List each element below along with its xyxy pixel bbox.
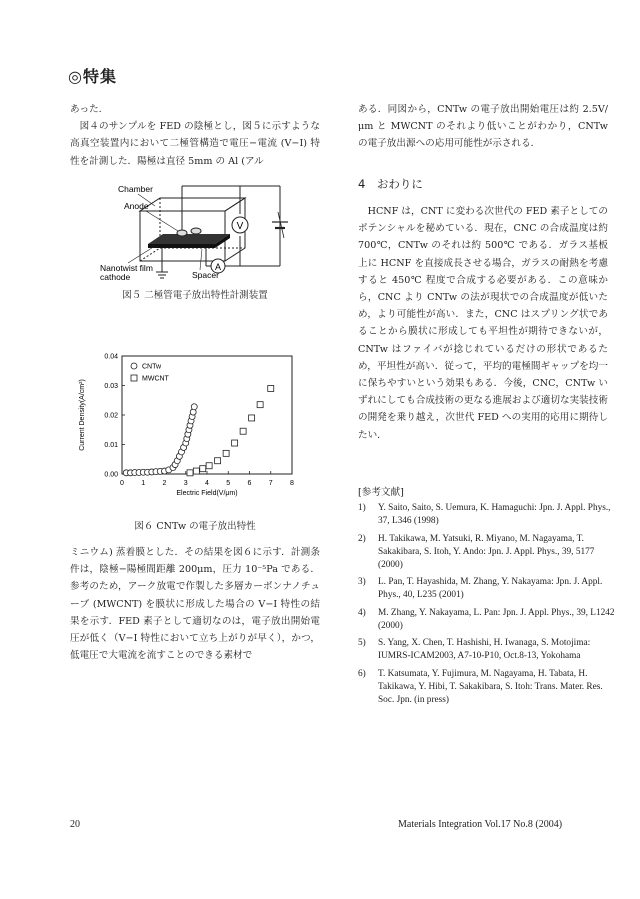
data-point-mwcnt xyxy=(249,415,255,421)
ammeter-label: A xyxy=(214,262,222,272)
x-tick-label: 1 xyxy=(141,480,146,487)
figure-5-apparatus xyxy=(100,176,300,281)
right-column-body xyxy=(358,203,608,444)
x-tick-label: 4 xyxy=(205,480,209,487)
reference-item xyxy=(358,668,618,707)
x-tick-label: 7 xyxy=(268,480,273,487)
label-cathode-line2: cathode xyxy=(100,272,131,281)
y-tick-label: 0.02 xyxy=(104,412,118,420)
data-point-mwcnt xyxy=(200,466,206,472)
reference-item xyxy=(358,607,618,633)
y-tick-label: 0.03 xyxy=(104,383,118,390)
legend-marker-cntw xyxy=(131,363,137,369)
page-number: 20 xyxy=(70,819,80,830)
x-tick-label: 6 xyxy=(247,480,252,487)
reference-item xyxy=(358,502,618,528)
reference-number: 6) xyxy=(358,668,366,679)
section-label: ◎特集 xyxy=(68,67,117,86)
x-axis-label: Electric Field(V/μm) xyxy=(176,490,238,497)
label-chamber: Chamber xyxy=(118,184,153,194)
x-tick-label: 2 xyxy=(162,480,167,487)
reference-text: H. Takikawa, M. Yatsuki, R. Miyano, M. Nagayama, T. Sakakibara, S. Itoh, Y. Ando: Jpn. J. Appl. Phys., 39, 5177 (2000) xyxy=(378,533,595,570)
ground-icon xyxy=(156,266,168,278)
reference-text: M. Zhang, Y. Nakayama, L. Pan: Jpn. J. Appl. Phys., 39, L1242 (2000) xyxy=(378,607,615,631)
reference-number: 2) xyxy=(358,533,366,544)
anode-electrode xyxy=(191,228,201,234)
reference-number: 4) xyxy=(358,607,366,618)
y-axis-label: Current Density(A/cm²) xyxy=(79,379,86,451)
figure-6-caption: 図６ CNTw の電子放出特性 xyxy=(134,521,256,532)
reference-item xyxy=(358,533,618,572)
data-point-mwcnt xyxy=(240,428,246,434)
data-point-mwcnt xyxy=(257,402,263,408)
section-heading: 4 おわりに xyxy=(358,177,423,191)
data-point-mwcnt xyxy=(206,463,212,469)
data-point-cntw xyxy=(191,404,197,410)
data-point-mwcnt xyxy=(187,470,193,476)
label-spacer: Spacer xyxy=(192,270,219,280)
reference-number: 3) xyxy=(358,577,366,587)
legend-label-cntw: CNTw xyxy=(142,363,162,371)
anode-electrode xyxy=(177,230,187,236)
figure-6-chart xyxy=(70,348,320,513)
reference-item xyxy=(358,637,618,663)
reference-text: Y. Saito, Saito, S. Uemura, K. Hamaguchi: Jpn. J. Appl. Phys., 37, L346 (1998) xyxy=(378,503,611,526)
figure-5-caption: 図５ 二極管電子放出特性計測装置 xyxy=(122,290,268,301)
legend-label-mwcnt: MWCNT xyxy=(142,375,169,383)
y-tick-label: 0.00 xyxy=(104,471,118,479)
data-point-mwcnt xyxy=(215,458,221,464)
journal-footer: Materials Integration Vol.17 No.8 (2004) xyxy=(398,819,563,830)
y-tick-label: 0.04 xyxy=(104,353,118,361)
reference-number: 1) xyxy=(358,503,366,513)
paragraph: 図４のサンプルを FED の陰極とし，図５に示すような高真空装置内において二極管構造で電圧−電流 (V−I) 特性を計測した．陽極は直径 5mm の Al (アル xyxy=(70,121,320,167)
label-cathode-line1: Nanotwist film xyxy=(100,263,153,273)
x-tick-label: 8 xyxy=(290,480,294,487)
right-column-top xyxy=(358,101,608,153)
paragraph: ミニウム) 蒸着膜とした．その結果を図６に示す．計測条件は，陰極−陽極間距離 200μm，圧力 10⁻⁵Pa である．参考のため，アーク放電で作製した多層カーボンナノチューブ (MWCNT) を膜状に形成した場合の V−I 特性の結果を示す．FED 素子として適切なのは，電子放出開始電圧が低く（V−I 特性において立ち上がりが早く），かつ，低電圧で大電流を流すことのできる素材で xyxy=(70,547,320,662)
data-point-mwcnt xyxy=(223,450,229,456)
left-column-top xyxy=(70,101,320,170)
label-anode: Anode xyxy=(124,201,149,211)
references-title: [参考文献] xyxy=(358,487,404,498)
reference-text: S. Yang, X. Chen, T. Hashishi, H. Iwanaga, S. Motojima: IUMRS-ICAM2003, A7-10-P10, Oct.8-13, Yokohama xyxy=(378,638,591,661)
paragraph: HCNF は，CNT に変わる次世代の FED 素子としてのポテンシャルを秘めている．現在，CNC の合成温度は約 700℃，CNTw のそれは約 500℃ である．ガラス基板上に HCNF を直接成長させる場合，ガラスの耐熱を考慮すると 450℃ 程度で合成する必要がある．この意味から，CNC より CNTw の法が現状での合成温度が低いため，より可能性が高い．また，CNC はスプリング状であることから膜状に形成しても平坦性が期待できないが，CNTw はファイバが捻じれているだけの形状であるため，平坦性が高い．従って，平均的電極間ギャップを均一に保ちやすいという効果もある．今後，CNC，CNTw いずれにしても合成技術の更なる進展および適切な実装技術の開発を乗り越え，次世代 FED への実用的応用に期待したい． xyxy=(358,206,608,441)
reference-item xyxy=(358,576,618,602)
data-point-mwcnt xyxy=(268,385,274,391)
left-column-bottom xyxy=(70,544,320,664)
references-list xyxy=(358,502,618,711)
y-tick-label: 0.01 xyxy=(104,442,118,449)
data-point-mwcnt xyxy=(193,468,199,474)
reference-text: T. Katsumata, Y. Fujimura, M. Nagayama, H. Tabata, H. Takikawa, Y. Hibi, T. Sakakibara, S. Itoh: Trans. Mater. Res. Soc. Jpn. (in press) xyxy=(378,668,603,705)
x-tick-label: 0 xyxy=(120,480,124,487)
plot-frame xyxy=(122,356,292,474)
paragraph: ある．同図から，CNTw の電子放出開始電圧は約 2.5V/μm と MWCNT のそれより低いことがわかり，CNTw の電子放出源への応用可能性が示される． xyxy=(358,104,608,150)
x-tick-label: 3 xyxy=(183,480,188,487)
voltmeter-label: V xyxy=(236,221,244,232)
reference-text: L. Pan, T. Hayashida, M. Zhang, Y. Nakayama: Jpn. J. Appl. Phys., 40, L235 (2001) xyxy=(378,577,603,600)
legend-marker-mwcnt xyxy=(131,375,137,381)
reference-number: 5) xyxy=(358,638,366,648)
x-tick-label: 5 xyxy=(226,480,231,487)
data-point-mwcnt xyxy=(232,440,238,446)
paragraph: あった. xyxy=(70,104,102,115)
